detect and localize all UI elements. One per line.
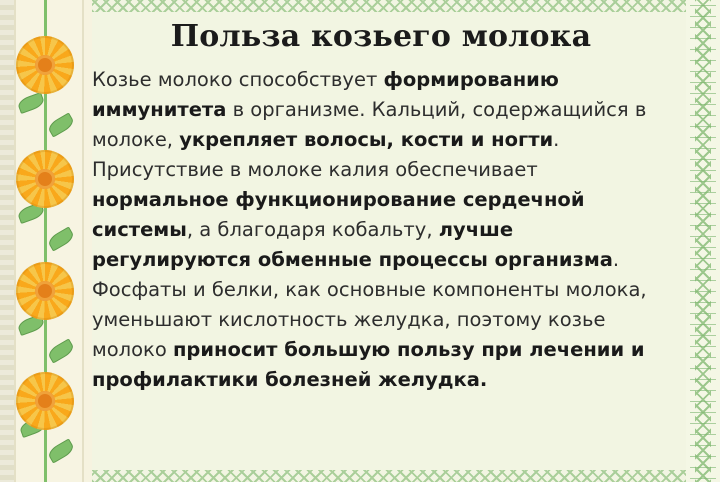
text-run: . Фосфаты и белки, как основные компоненты молока, уменьшают кислотность желудка, поэтому козье молоко — [92, 248, 647, 361]
sunflower-icon — [16, 262, 74, 320]
text-run: . Присутствие в молоке калия обеспечивает — [92, 128, 560, 181]
content-area — [84, 8, 684, 474]
page-title: Польза козьего молока — [170, 19, 592, 54]
flower-center — [35, 169, 55, 189]
leaf-icon — [46, 112, 76, 137]
leaf-icon — [46, 226, 76, 251]
sunflower-icon — [16, 36, 74, 94]
right-border-lattice — [695, 0, 711, 482]
sunflower-icon — [16, 372, 74, 430]
text-run: в организме. Кальций, содержащийся в молоке, — [92, 98, 647, 151]
paper-edge-strip — [0, 0, 14, 482]
leaf-icon — [46, 338, 76, 363]
text-run: Козье молоко способствует — [92, 68, 384, 91]
leaf-icon — [46, 438, 76, 463]
flower-center — [35, 55, 55, 75]
text-run-bold: нормальное функционирование сердечной системы — [92, 188, 585, 241]
text-run-bold: формированию иммунитета — [92, 68, 559, 121]
flower-center — [35, 281, 55, 301]
flower-center — [35, 391, 55, 411]
leaf-icon — [16, 92, 45, 114]
sunflower-icon — [16, 150, 74, 208]
left-decorative-border — [0, 0, 92, 482]
right-decorative-border — [686, 0, 720, 482]
text-run-bold: лучше регулируются обменные процессы организма — [92, 218, 613, 271]
text-run-bold: укрепляет волосы, кости и ногти — [179, 128, 554, 151]
text-run: , а благодаря кобальту, — [186, 218, 439, 241]
text-run-bold: приносит большую пользу при лечении и профилактики болезней желудка. — [92, 338, 645, 391]
floral-vine — [14, 0, 80, 482]
body-paragraph — [92, 65, 670, 395]
